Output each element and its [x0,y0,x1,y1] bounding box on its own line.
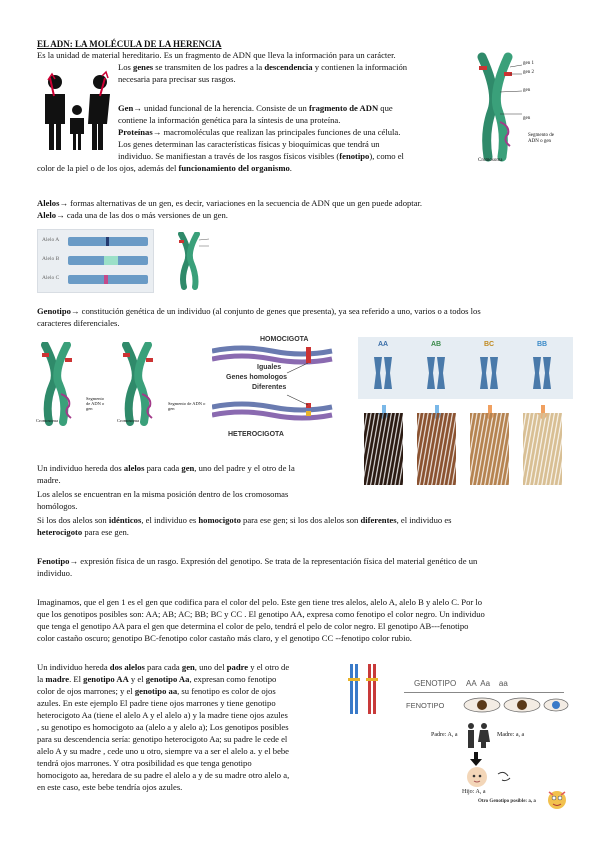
iguales-label: Iguales [257,364,282,371]
allele-label-a: Alelo A [42,237,60,243]
down-arrow-icon [469,752,483,766]
herencia-line-4: homólogos. [37,501,78,511]
eyes-icon [460,694,570,716]
small-chromosome [175,232,245,290]
chromosome-figure [470,52,570,172]
label-gen: gen [523,88,531,93]
allele-label-c: Alelo C [42,275,60,281]
hair-label-aa: AA [378,341,389,348]
madre-label: Madre: a, a [497,732,525,738]
hair-swatch-light-brown [470,413,509,485]
ojos-line-10: homocigoto aa, heredara de su padre el alelo a y de su madre otro alelo a, [37,770,290,780]
chromosome-middle [118,342,188,427]
gen-line-5: individuo. Se manifiestan a través de los rasgos físicos visibles (fenotipo), como el [118,151,404,161]
ojos-line-9: tendrá ojos marrones. Y otra posibilidad es que tenga genotipo [37,758,252,768]
ejemplo-line-3: que tenga el genotipo AA para el gen que determina el color de pelo, tendrá el pelo de color negro. El genotipo AB---fenotipo [37,621,469,631]
ejemplo-line-4: color castaño oscuro; genotipo BC-fenotipo color castaño más claro, y el genotipo CC --fenotipo color rubio. [37,633,412,643]
label-segment: Segmento de ADN o gen [528,133,554,144]
gen-line-4: Los genes determinan las características físicas y bioquímicas que tendrá un [118,139,380,149]
ojos-line-3: color de ojos marrones; y el genotipo aa, su fenotipo es color de ojos [37,686,276,696]
footer-label: Otro Genotipo posible: a, a [478,799,536,804]
herencia-line-2: madre. [37,475,61,485]
gen-line-1: Gen→ unidad funcional de la herencia. Consiste de un fragmento de ADN que [118,103,393,113]
family-icon [40,70,115,152]
label-gen1: gen 1 [523,61,534,66]
chromosome-left-segment: Segmento de ADN o gen [86,396,105,411]
ejemplo-line-2: que los genotipos posibles son: AA; AB; AC; BB; BC y CC . El genotipo AA, expresa como fenotipo el color negro. Un individuo [37,609,485,619]
ojos-line-8: alelo A y su madre , cede uno u otro, siempre va a ser el alelo a. y el bebe [37,746,289,756]
hijo-label: Hijo: A, a [462,789,486,795]
ojos-line-7: para su descendencia sería: genotipo heterocigoto Aa; su padre le cede el [37,734,288,744]
genotipo-line-1: Genotipo→ constitución genética de un individuo (al conjunto de genes que presenta), ya sea referido a uno, varios o a todos los [37,306,481,316]
heterocigota-label: HETEROCIGOTA [228,431,284,438]
parents-icon [463,722,493,750]
padre-label: Padre: A, a [431,732,458,738]
chromosome-middle-label: Cromosoma [117,418,139,423]
baby-icon [466,766,526,788]
hair-swatch-brown [417,413,456,485]
diferentes-label: Diferentes [252,384,287,391]
homocigota-label: HOMOCIGOTA [260,336,309,343]
genotipo-label: GENOTIPO [414,679,457,688]
label-gen2: gen 2 [523,70,534,75]
hair-label-ab: AB [431,341,442,348]
fenotipo-line-1: Fenotipo→ expresión física de un rasgo. Expresión del genotipo. Se trata de la representación física del material genético de un [37,556,478,566]
genes-homologos-label: Genes homologos [226,374,288,381]
gen-line-6: color de la piel o de los ojos, además del funcionamiento del organismo. [37,163,292,173]
ejemplo-line-1: Imaginamos, que el gen 1 es el gen que codifica para el color del pelo. Este gen tiene tres alelos, alelo A, alelo B y alelo C. Por lo [37,597,483,607]
gen-line-3: Proteínas→ macromoléculas que realizan las principales funciones de una célula. [118,127,401,137]
hair-genotype-figure [358,337,573,485]
ojos-line-1: Un individuo hereda dos alelos para cada gen, uno del padre y el otro de [37,662,290,672]
alelos-line-2: Alelo→ cada una de las dos o más versiones de un gen. [37,210,228,220]
chromosome-middle-segment: Segmento de ADN o gen [168,401,206,411]
allele-label-b: Alelo B [42,256,60,262]
chromosome-left [37,342,107,427]
cartoon-icon [545,788,569,814]
hair-label-bb: BB [537,341,548,348]
label-gen-b: gen [523,116,531,121]
gen-line-2: contiene la información genética para la síntesis de una proteína. [118,115,341,125]
ojos-line-2: la madre. El genotipo AA y el genotipo Aa, expresan como fenotipo [37,674,277,684]
page-title: EL ADN: LA MOLÉCULA DE LA HERENCIA [37,39,222,49]
hair-swatch-blonde [523,413,562,485]
herencia-line-3: Los alelos se encuentran en la misma posición dentro de los cromosomas [37,489,289,499]
homocigota-figure [212,336,347,444]
ojos-line-11: en este caso, este bebe tendría ojos azules. [37,782,183,792]
hair-label-bc: BC [484,341,495,348]
ojos-line-4: azules. En este ejemplo El padre tiene ojos marrones y tiene genotipo [37,698,276,708]
hair-swatch-black [364,413,403,485]
herencia-line-1: Un individuo hereda dos alelos para cada gen, uno del padre y el otro de la [37,463,295,473]
ojos-line-5: heterocigoto Aa (tiene el alelo A y el alelo a) y la madre tiene ojos azules [37,710,288,720]
eye-chromosomes [346,660,386,720]
ojos-line-6: , su genotipo es homocigoto aa (alelo a y alelo a); Los genotipos posibles [37,722,289,732]
genotipo-line-2: caracteres diferenciales. [37,318,120,328]
herencia-line-5: Si los dos alelos son idénticos, el individuo es homocigoto para ese gen; si los dos alelos son diferentes, el individuo es [37,515,452,525]
allele-bars-figure [37,229,154,293]
herencia-line-6: heterocigoto para ese gen. [37,527,129,537]
fenotipo-line-2: individuo. [37,568,73,578]
intro-line-2: Los genes se transmiten de los padres a la descendencia y contienen la información [118,62,408,72]
genotipo-values: AA Aa aa [466,679,508,688]
label-chromosome: Cromosoma [478,158,503,163]
fenotipo-label: FENOTIPO [406,701,445,710]
chromosome-left-label: Cromosoma [36,418,58,423]
alelos-line-1: Alelos→ formas alternativas de un gen, es decir, variaciones en la secuencia de ADN que un gen puede adoptar. [37,198,423,208]
intro-line-3: necesaria para precisar sus rasgos. [118,74,236,84]
intro-line-1: Es la unidad de material hereditario. Es un fragmento de ADN que lleva la información para un carácter. [37,50,396,60]
